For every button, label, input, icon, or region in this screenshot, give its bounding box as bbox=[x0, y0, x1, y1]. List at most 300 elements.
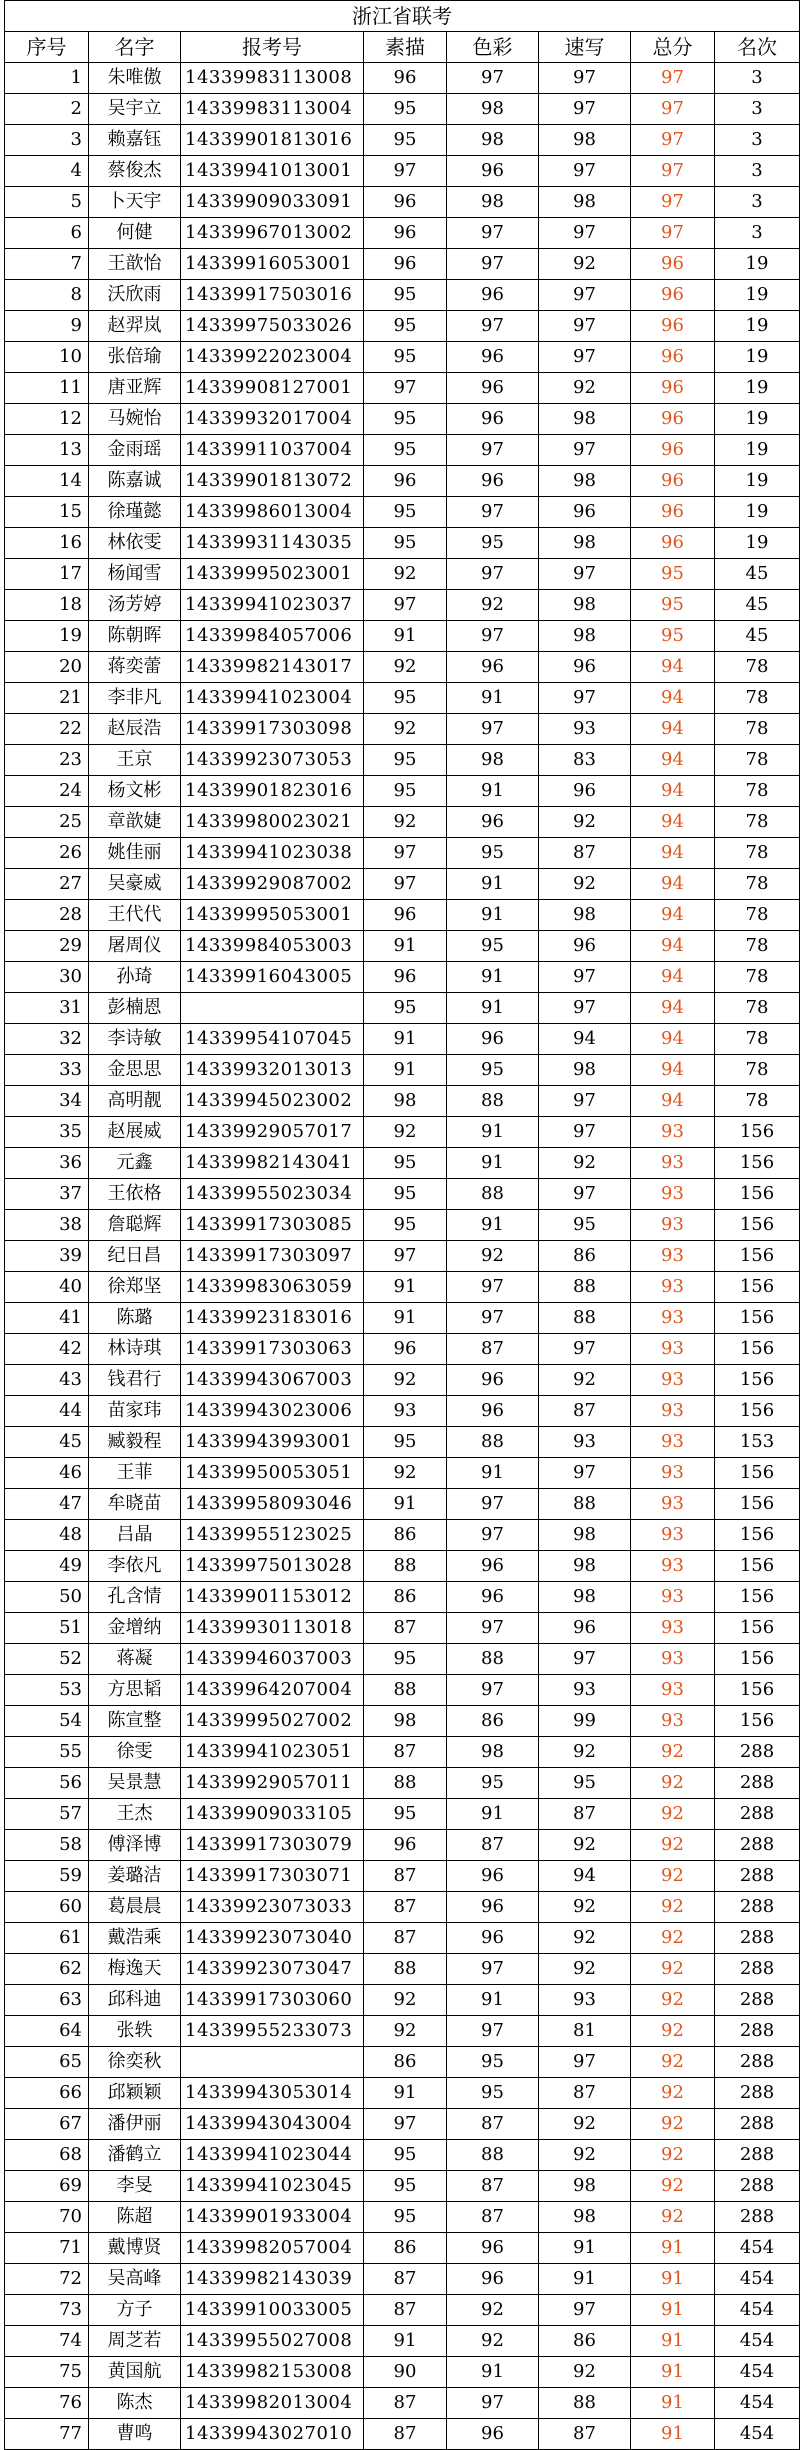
color-score: 87 bbox=[447, 2109, 539, 2140]
header-row bbox=[5, 32, 800, 63]
rank: 156 bbox=[715, 1334, 800, 1365]
color-score: 91 bbox=[447, 1148, 539, 1179]
table-row bbox=[5, 962, 800, 993]
exam-id: 14339946037003 bbox=[181, 1644, 364, 1675]
sketch-score: 92 bbox=[364, 1985, 447, 2016]
table-row bbox=[5, 683, 800, 714]
row-index: 75 bbox=[5, 2357, 89, 2388]
rank: 454 bbox=[715, 2295, 800, 2326]
table-row bbox=[5, 1954, 800, 1985]
exam-id: 14339910033005 bbox=[181, 2295, 364, 2326]
quick-sketch-score: 93 bbox=[539, 1427, 631, 1458]
rank: 288 bbox=[715, 2109, 800, 2140]
table-row bbox=[5, 559, 800, 590]
quick-sketch-score: 97 bbox=[539, 311, 631, 342]
rank: 288 bbox=[715, 1830, 800, 1861]
sketch-score: 87 bbox=[364, 1923, 447, 1954]
rank: 288 bbox=[715, 2047, 800, 2078]
color-score: 91 bbox=[447, 776, 539, 807]
exam-id: 14339941013001 bbox=[181, 156, 364, 187]
exam-id: 14339901933004 bbox=[181, 2202, 364, 2233]
table-row bbox=[5, 311, 800, 342]
sketch-score: 95 bbox=[364, 2140, 447, 2171]
color-score: 96 bbox=[447, 2233, 539, 2264]
quick-sketch-score: 92 bbox=[539, 249, 631, 280]
color-score: 95 bbox=[447, 2078, 539, 2109]
student-name: 金思思 bbox=[89, 1055, 181, 1086]
table-row bbox=[5, 1272, 800, 1303]
exam-id: 14339941023038 bbox=[181, 838, 364, 869]
color-score: 96 bbox=[447, 1396, 539, 1427]
color-score: 86 bbox=[447, 1706, 539, 1737]
table-row bbox=[5, 1706, 800, 1737]
total-score: 97 bbox=[631, 218, 715, 249]
exam-id: 14339929057017 bbox=[181, 1117, 364, 1148]
student-name: 吕晶 bbox=[89, 1520, 181, 1551]
total-score: 93 bbox=[631, 1148, 715, 1179]
quick-sketch-score: 92 bbox=[539, 1148, 631, 1179]
table-row bbox=[5, 590, 800, 621]
row-index: 43 bbox=[5, 1365, 89, 1396]
table-row bbox=[5, 1644, 800, 1675]
quick-sketch-score: 93 bbox=[539, 1985, 631, 2016]
rank: 156 bbox=[715, 1489, 800, 1520]
total-score: 91 bbox=[631, 2295, 715, 2326]
total-score: 95 bbox=[631, 621, 715, 652]
row-index: 34 bbox=[5, 1086, 89, 1117]
row-index: 41 bbox=[5, 1303, 89, 1334]
exam-id: 14339958093046 bbox=[181, 1489, 364, 1520]
sketch-score: 92 bbox=[364, 1458, 447, 1489]
sketch-score: 95 bbox=[364, 1644, 447, 1675]
student-name: 潘鹤立 bbox=[89, 2140, 181, 2171]
exam-id: 14339955233073 bbox=[181, 2016, 364, 2047]
quick-sketch-score: 97 bbox=[539, 559, 631, 590]
sketch-score: 95 bbox=[364, 1799, 447, 1830]
rank: 288 bbox=[715, 1923, 800, 1954]
sketch-score: 86 bbox=[364, 2233, 447, 2264]
sketch-score: 91 bbox=[364, 2078, 447, 2109]
student-name: 吴高峰 bbox=[89, 2264, 181, 2295]
rank: 288 bbox=[715, 2171, 800, 2202]
exam-id bbox=[181, 2047, 364, 2078]
quick-sketch-score: 91 bbox=[539, 2233, 631, 2264]
quick-sketch-score: 87 bbox=[539, 2078, 631, 2109]
color-score: 96 bbox=[447, 1861, 539, 1892]
color-score: 91 bbox=[447, 962, 539, 993]
exam-id: 14339982057004 bbox=[181, 2233, 364, 2264]
total-score: 94 bbox=[631, 838, 715, 869]
sketch-score: 93 bbox=[364, 1396, 447, 1427]
table-row bbox=[5, 1923, 800, 1954]
student-name: 朱唯傲 bbox=[89, 63, 181, 94]
table-row bbox=[5, 2357, 800, 2388]
color-score: 98 bbox=[447, 125, 539, 156]
table-row bbox=[5, 2109, 800, 2140]
exam-id: 14339941023037 bbox=[181, 590, 364, 621]
student-name: 赵羿岚 bbox=[89, 311, 181, 342]
color-score: 97 bbox=[447, 1272, 539, 1303]
quick-sketch-score: 98 bbox=[539, 900, 631, 931]
header-exam-id: 报考号 bbox=[181, 32, 364, 63]
exam-id: 14339955123025 bbox=[181, 1520, 364, 1551]
sketch-score: 87 bbox=[364, 2419, 447, 2450]
student-name: 林依雯 bbox=[89, 528, 181, 559]
total-score: 96 bbox=[631, 497, 715, 528]
total-score: 93 bbox=[631, 1427, 715, 1458]
total-score: 95 bbox=[631, 559, 715, 590]
total-score: 94 bbox=[631, 1055, 715, 1086]
rank: 19 bbox=[715, 497, 800, 528]
rank: 19 bbox=[715, 311, 800, 342]
sketch-score: 95 bbox=[364, 528, 447, 559]
row-index: 44 bbox=[5, 1396, 89, 1427]
student-name: 金增纳 bbox=[89, 1613, 181, 1644]
table-row bbox=[5, 2264, 800, 2295]
row-index: 45 bbox=[5, 1427, 89, 1458]
student-name: 吴景慧 bbox=[89, 1768, 181, 1799]
exam-id: 14339941023051 bbox=[181, 1737, 364, 1768]
rank: 78 bbox=[715, 1055, 800, 1086]
row-index: 6 bbox=[5, 218, 89, 249]
table-row bbox=[5, 1148, 800, 1179]
table-row bbox=[5, 993, 800, 1024]
sketch-score: 96 bbox=[364, 187, 447, 218]
total-score: 93 bbox=[631, 1458, 715, 1489]
row-index: 8 bbox=[5, 280, 89, 311]
table-row bbox=[5, 404, 800, 435]
rank: 288 bbox=[715, 2016, 800, 2047]
quick-sketch-score: 97 bbox=[539, 2047, 631, 2078]
exam-id: 14339982143017 bbox=[181, 652, 364, 683]
row-index: 4 bbox=[5, 156, 89, 187]
total-score: 93 bbox=[631, 1365, 715, 1396]
color-score: 92 bbox=[447, 2295, 539, 2326]
rank: 19 bbox=[715, 280, 800, 311]
color-score: 97 bbox=[447, 714, 539, 745]
student-name: 孔含情 bbox=[89, 1582, 181, 1613]
rank: 78 bbox=[715, 931, 800, 962]
table-row bbox=[5, 1675, 800, 1706]
exam-id: 14339917303085 bbox=[181, 1210, 364, 1241]
color-score: 88 bbox=[447, 2140, 539, 2171]
sketch-score: 90 bbox=[364, 2357, 447, 2388]
quick-sketch-score: 92 bbox=[539, 1830, 631, 1861]
quick-sketch-score: 86 bbox=[539, 1241, 631, 1272]
header-color: 色彩 bbox=[447, 32, 539, 63]
student-name: 吴宇立 bbox=[89, 94, 181, 125]
student-name: 李旻 bbox=[89, 2171, 181, 2202]
sketch-score: 97 bbox=[364, 156, 447, 187]
table-row bbox=[5, 776, 800, 807]
exam-id: 14339941023004 bbox=[181, 683, 364, 714]
exam-id: 14339982013004 bbox=[181, 2388, 364, 2419]
total-score: 96 bbox=[631, 404, 715, 435]
row-index: 52 bbox=[5, 1644, 89, 1675]
exam-id: 14339986013004 bbox=[181, 497, 364, 528]
sketch-score: 95 bbox=[364, 1179, 447, 1210]
row-index: 56 bbox=[5, 1768, 89, 1799]
color-score: 96 bbox=[447, 1365, 539, 1396]
exam-id: 14339922023004 bbox=[181, 342, 364, 373]
rank: 288 bbox=[715, 1985, 800, 2016]
exam-id: 14339975013028 bbox=[181, 1551, 364, 1582]
row-index: 47 bbox=[5, 1489, 89, 1520]
rank: 156 bbox=[715, 1644, 800, 1675]
sketch-score: 86 bbox=[364, 1582, 447, 1613]
quick-sketch-score: 96 bbox=[539, 776, 631, 807]
quick-sketch-score: 98 bbox=[539, 590, 631, 621]
quick-sketch-score: 95 bbox=[539, 1768, 631, 1799]
rank: 454 bbox=[715, 2264, 800, 2295]
rank: 288 bbox=[715, 2078, 800, 2109]
table-row bbox=[5, 1892, 800, 1923]
sketch-score: 92 bbox=[364, 2016, 447, 2047]
exam-id: 14339917303071 bbox=[181, 1861, 364, 1892]
color-score: 91 bbox=[447, 1117, 539, 1148]
student-name: 唐亚辉 bbox=[89, 373, 181, 404]
color-score: 98 bbox=[447, 1737, 539, 1768]
sketch-score: 88 bbox=[364, 1768, 447, 1799]
quick-sketch-score: 98 bbox=[539, 2202, 631, 2233]
row-index: 28 bbox=[5, 900, 89, 931]
sketch-score: 91 bbox=[364, 2326, 447, 2357]
student-name: 王歆怡 bbox=[89, 249, 181, 280]
sketch-score: 96 bbox=[364, 962, 447, 993]
student-name: 陈璐 bbox=[89, 1303, 181, 1334]
student-name: 梅逸天 bbox=[89, 1954, 181, 1985]
exam-id: 14339983063059 bbox=[181, 1272, 364, 1303]
rank: 19 bbox=[715, 404, 800, 435]
row-index: 2 bbox=[5, 94, 89, 125]
table-row bbox=[5, 1117, 800, 1148]
sketch-score: 95 bbox=[364, 993, 447, 1024]
color-score: 97 bbox=[447, 249, 539, 280]
row-index: 62 bbox=[5, 1954, 89, 1985]
table-row bbox=[5, 63, 800, 94]
table-row bbox=[5, 1334, 800, 1365]
student-name: 邱科迪 bbox=[89, 1985, 181, 2016]
quick-sketch-score: 92 bbox=[539, 869, 631, 900]
total-score: 94 bbox=[631, 869, 715, 900]
student-name: 戴博贤 bbox=[89, 2233, 181, 2264]
student-name: 吴豪威 bbox=[89, 869, 181, 900]
rank: 78 bbox=[715, 838, 800, 869]
table-row bbox=[5, 869, 800, 900]
rank: 288 bbox=[715, 2140, 800, 2171]
header-total: 总分 bbox=[631, 32, 715, 63]
table-row bbox=[5, 1582, 800, 1613]
color-score: 95 bbox=[447, 1768, 539, 1799]
color-score: 92 bbox=[447, 1241, 539, 1272]
rank: 19 bbox=[715, 435, 800, 466]
quick-sketch-score: 88 bbox=[539, 1303, 631, 1334]
rank: 78 bbox=[715, 652, 800, 683]
sketch-score: 87 bbox=[364, 1613, 447, 1644]
quick-sketch-score: 96 bbox=[539, 652, 631, 683]
row-index: 33 bbox=[5, 1055, 89, 1086]
rank: 19 bbox=[715, 342, 800, 373]
table-row bbox=[5, 2388, 800, 2419]
student-name: 方子 bbox=[89, 2295, 181, 2326]
sketch-score: 95 bbox=[364, 497, 447, 528]
rank: 78 bbox=[715, 993, 800, 1024]
sketch-score: 97 bbox=[364, 373, 447, 404]
rank: 78 bbox=[715, 900, 800, 931]
total-score: 94 bbox=[631, 683, 715, 714]
rank: 78 bbox=[715, 869, 800, 900]
color-score: 97 bbox=[447, 1489, 539, 1520]
sketch-score: 86 bbox=[364, 2047, 447, 2078]
header-index: 序号 bbox=[5, 32, 89, 63]
row-index: 73 bbox=[5, 2295, 89, 2326]
rank: 19 bbox=[715, 373, 800, 404]
table-row bbox=[5, 1024, 800, 1055]
rank: 78 bbox=[715, 745, 800, 776]
total-score: 93 bbox=[631, 1334, 715, 1365]
color-score: 91 bbox=[447, 1458, 539, 1489]
student-name: 陈嘉诚 bbox=[89, 466, 181, 497]
total-score: 96 bbox=[631, 435, 715, 466]
total-score: 97 bbox=[631, 156, 715, 187]
sketch-score: 88 bbox=[364, 1551, 447, 1582]
exam-id: 14339916053001 bbox=[181, 249, 364, 280]
row-index: 61 bbox=[5, 1923, 89, 1954]
row-index: 36 bbox=[5, 1148, 89, 1179]
quick-sketch-score: 87 bbox=[539, 838, 631, 869]
color-score: 92 bbox=[447, 2326, 539, 2357]
student-name: 彭楠恩 bbox=[89, 993, 181, 1024]
student-name: 马婉怡 bbox=[89, 404, 181, 435]
rank: 288 bbox=[715, 1737, 800, 1768]
total-score: 93 bbox=[631, 1582, 715, 1613]
rank: 156 bbox=[715, 1148, 800, 1179]
sketch-score: 92 bbox=[364, 714, 447, 745]
row-index: 13 bbox=[5, 435, 89, 466]
row-index: 16 bbox=[5, 528, 89, 559]
rank: 153 bbox=[715, 1427, 800, 1458]
table-row bbox=[5, 156, 800, 187]
student-name: 张倍瑜 bbox=[89, 342, 181, 373]
table-row bbox=[5, 2016, 800, 2047]
quick-sketch-score: 92 bbox=[539, 1737, 631, 1768]
total-score: 97 bbox=[631, 94, 715, 125]
table-row bbox=[5, 2295, 800, 2326]
sketch-score: 95 bbox=[364, 2202, 447, 2233]
row-index: 21 bbox=[5, 683, 89, 714]
sketch-score: 97 bbox=[364, 838, 447, 869]
score-sheet bbox=[4, 0, 799, 2450]
exam-id: 14339941023044 bbox=[181, 2140, 364, 2171]
student-name: 王菲 bbox=[89, 1458, 181, 1489]
exam-id: 14339955027008 bbox=[181, 2326, 364, 2357]
row-index: 46 bbox=[5, 1458, 89, 1489]
color-score: 96 bbox=[447, 1892, 539, 1923]
row-index: 76 bbox=[5, 2388, 89, 2419]
quick-sketch-score: 98 bbox=[539, 187, 631, 218]
quick-sketch-score: 97 bbox=[539, 435, 631, 466]
color-score: 96 bbox=[447, 280, 539, 311]
quick-sketch-score: 92 bbox=[539, 373, 631, 404]
rank: 3 bbox=[715, 125, 800, 156]
sketch-score: 96 bbox=[364, 466, 447, 497]
student-name: 李依凡 bbox=[89, 1551, 181, 1582]
total-score: 93 bbox=[631, 1303, 715, 1334]
sketch-score: 95 bbox=[364, 435, 447, 466]
table-row bbox=[5, 1489, 800, 1520]
quick-sketch-score: 92 bbox=[539, 1892, 631, 1923]
sketch-score: 92 bbox=[364, 559, 447, 590]
row-index: 59 bbox=[5, 1861, 89, 1892]
total-score: 93 bbox=[631, 1613, 715, 1644]
quick-sketch-score: 97 bbox=[539, 1117, 631, 1148]
quick-sketch-score: 88 bbox=[539, 1272, 631, 1303]
sketch-score: 92 bbox=[364, 1365, 447, 1396]
table-row bbox=[5, 2047, 800, 2078]
color-score: 97 bbox=[447, 559, 539, 590]
rank: 78 bbox=[715, 776, 800, 807]
rank: 288 bbox=[715, 1892, 800, 1923]
sketch-score: 96 bbox=[364, 1334, 447, 1365]
table-row bbox=[5, 1985, 800, 2016]
table-row bbox=[5, 745, 800, 776]
row-index: 22 bbox=[5, 714, 89, 745]
quick-sketch-score: 87 bbox=[539, 2419, 631, 2450]
sketch-score: 88 bbox=[364, 1675, 447, 1706]
total-score: 92 bbox=[631, 2047, 715, 2078]
quick-sketch-score: 87 bbox=[539, 1396, 631, 1427]
color-score: 96 bbox=[447, 373, 539, 404]
table-row bbox=[5, 187, 800, 218]
quick-sketch-score: 94 bbox=[539, 1861, 631, 1892]
row-index: 29 bbox=[5, 931, 89, 962]
sketch-score: 92 bbox=[364, 652, 447, 683]
exam-id: 14339908127001 bbox=[181, 373, 364, 404]
color-score: 95 bbox=[447, 2047, 539, 2078]
exam-id: 14339945023002 bbox=[181, 1086, 364, 1117]
sketch-score: 86 bbox=[364, 1520, 447, 1551]
rank: 156 bbox=[715, 1396, 800, 1427]
total-score: 93 bbox=[631, 1551, 715, 1582]
row-index: 32 bbox=[5, 1024, 89, 1055]
rank: 156 bbox=[715, 1365, 800, 1396]
student-name: 钱君行 bbox=[89, 1365, 181, 1396]
exam-id: 14339923073053 bbox=[181, 745, 364, 776]
quick-sketch-score: 98 bbox=[539, 1055, 631, 1086]
row-index: 38 bbox=[5, 1210, 89, 1241]
quick-sketch-score: 92 bbox=[539, 2140, 631, 2171]
table-row bbox=[5, 280, 800, 311]
table-row bbox=[5, 528, 800, 559]
color-score: 95 bbox=[447, 1055, 539, 1086]
rank: 156 bbox=[715, 1458, 800, 1489]
student-name: 周芝若 bbox=[89, 2326, 181, 2357]
quick-sketch-score: 92 bbox=[539, 2357, 631, 2388]
sketch-score: 88 bbox=[364, 1954, 447, 1985]
table-row bbox=[5, 1179, 800, 1210]
quick-sketch-score: 95 bbox=[539, 1210, 631, 1241]
row-index: 12 bbox=[5, 404, 89, 435]
student-name: 高明靓 bbox=[89, 1086, 181, 1117]
color-score: 97 bbox=[447, 1954, 539, 1985]
total-score: 97 bbox=[631, 63, 715, 94]
exam-id: 14339917303060 bbox=[181, 1985, 364, 2016]
rank: 156 bbox=[715, 1303, 800, 1334]
student-name: 金雨瑶 bbox=[89, 435, 181, 466]
rank: 3 bbox=[715, 187, 800, 218]
exam-id: 14339984053003 bbox=[181, 931, 364, 962]
quick-sketch-score: 98 bbox=[539, 404, 631, 435]
